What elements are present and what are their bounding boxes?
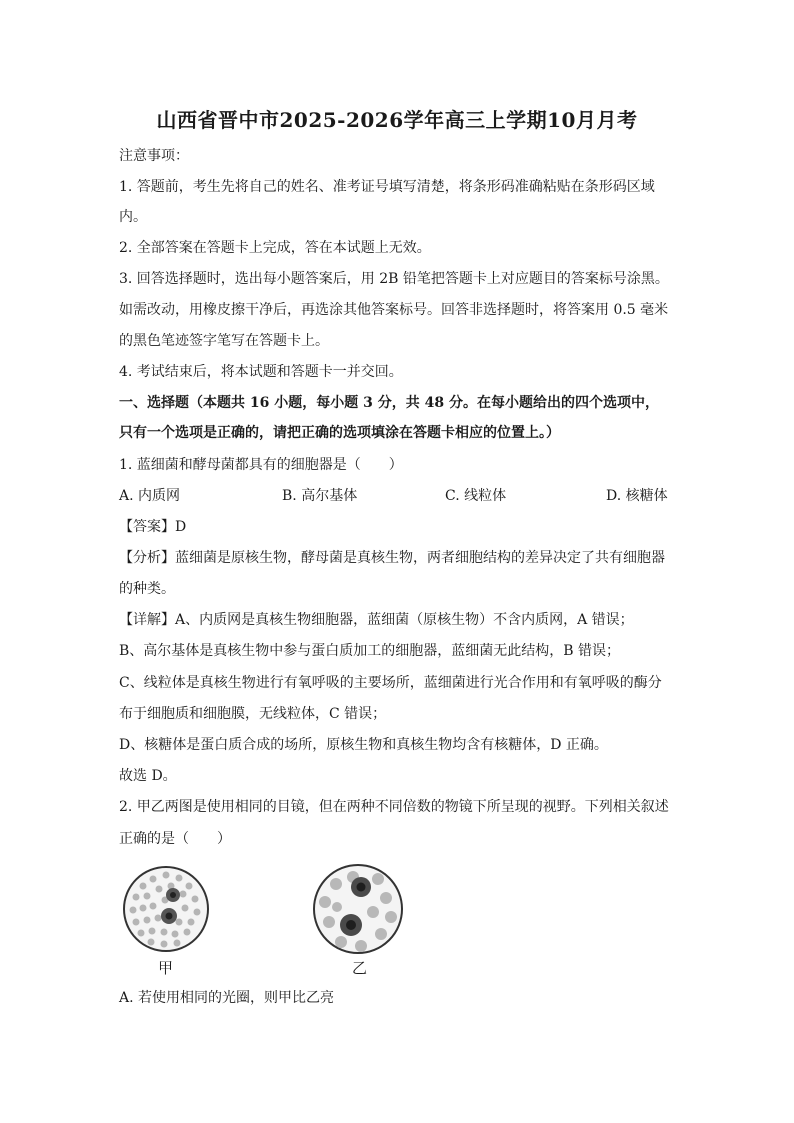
section-heading: 一、选择题（本题共 16 小题，每小题 3 分，共 48 分。在每小题给出的四个选项中， [119,395,659,411]
q1-detail: 故选 D。 [119,768,177,784]
q1-option-c: C. 线粒体 [445,488,507,504]
notice-line: 2. 全部答案在答题卡上完成，答在本试题上无效。 [119,240,431,256]
figure-label-jia: 甲 [158,959,174,977]
q2-stem: 正确的是（ ） [119,831,231,847]
q1-detail: 布于细胞质和细胞膜，无线粒体，C 错误； [119,706,387,722]
q2-stem: 2. 甲乙两图是使用相同的目镜，但在两种不同倍数的物镜下所呈现的视野。下列相关叙述 [119,799,669,815]
figure-label-yi: 乙 [352,959,368,977]
notice-line: 内。 [119,209,147,225]
q1-detail: C、线粒体是真核生物进行有氧呼吸的主要场所，蓝细菌进行光合作用和有氧呼吸的酶分 [119,675,662,691]
section-heading: 只有一个选项是正确的，请把正确的选项填涂在答题卡相应的位置上。） [119,425,560,441]
notice-line: 的黑色笔迹签字笔写在答题卡上。 [119,333,329,349]
q1-detail: 【详解】A、内质网是真核生物细胞器，蓝细菌（原核生物）不含内质网，A 错误； [119,612,634,628]
microscope-view-yi [311,862,405,956]
notice-line: 3. 回答选择题时，选出每小题答案后，用 2B 铅笔把答题卡上对应题目的答案标号涂黑。 [119,271,669,287]
q2-option-a: A. 若使用相同的光圈，则甲比乙亮 [119,990,335,1006]
page-title: 山西省晋中市2025-2026学年高三上学期10月月考 [156,108,638,132]
microscope-view-jia [121,864,211,954]
q1-detail: D、核糖体是蛋白质合成的场所，原核生物和真核生物均含有核糖体，D 正确。 [119,737,608,753]
q1-detail: B、高尔基体是真核生物中参与蛋白质加工的细胞器，蓝细菌无此结构，B 错误； [119,643,621,659]
notice-line: 1. 答题前，考生先将自己的姓名、准考证号填写清楚，将条形码准确粘贴在条形码区域 [119,179,655,195]
q1-answer: 【答案】D [119,519,187,535]
notice-line: 4. 考试结束后，将本试题和答题卡一并交回。 [119,364,403,380]
q1-option-a: A. 内质网 [119,488,181,504]
q1-analysis: 【分析】蓝细菌是原核生物，酵母菌是真核生物，两者细胞结构的差异决定了共有细胞器 [119,550,665,566]
notice-line: 如需改动，用橡皮擦干净后，再选涂其他答案标号。回答非选择题时，将答案用 0.5 毫米 [119,302,669,318]
q1-option-b: B. 高尔基体 [282,488,358,504]
q1-analysis: 的种类。 [119,581,175,597]
q1-stem: 1. 蓝细菌和酵母菌都具有的细胞器是（ ） [119,457,403,473]
q1-option-d: D. 核糖体 [606,488,668,504]
notice-heading: 注意事项： [119,148,189,164]
